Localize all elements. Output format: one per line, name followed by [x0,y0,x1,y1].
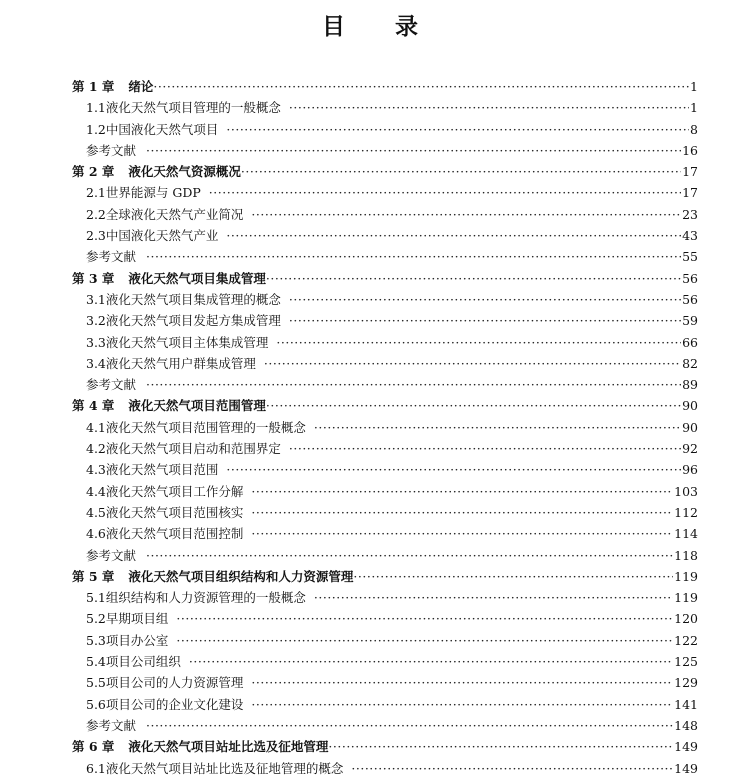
toc-page-number: 103 [674,483,698,499]
toc-section-row[interactable] [72,587,698,608]
toc-entry-number: 第 6 章 [72,739,115,755]
toc-references-row[interactable] [72,246,698,267]
toc-section-row[interactable] [72,672,698,693]
toc-section-row[interactable] [72,758,698,779]
toc-entry-title: 液化天然气项目工作分解 [105,483,244,499]
dot-leader [328,736,673,757]
toc-entry-title: 液化天然气项目集成管理的概念 [105,291,281,307]
toc-page-number: 118 [674,547,698,563]
toc-entry-number: 4.4 [86,483,106,499]
toc-section-row[interactable] [72,630,698,651]
toc-chapter-row[interactable] [72,566,698,587]
toc-page-number: 1 [690,100,698,116]
toc-page-number: 119 [674,568,698,584]
dot-leader [146,140,681,161]
toc-references-row[interactable] [72,715,698,736]
dot-leader [314,417,681,438]
dot-leader [226,225,681,246]
dot-leader [251,481,673,502]
toc-page-number: 96 [682,462,698,478]
dot-leader [264,353,681,374]
page-title-char-2: 录 [395,13,420,40]
toc-entry-title: 液化天然气项目站址比选及征地管理 [128,739,329,755]
toc-entry-title: 液化天然气项目主体集成管理 [105,334,269,350]
toc-entry-title: 液化天然气项目管理的一般概念 [105,100,281,116]
toc-section-row[interactable] [72,608,698,629]
toc-entry-title: 早期项目组 [105,611,169,627]
toc-references-row[interactable] [72,545,698,566]
toc-page-number: 122 [674,632,698,648]
toc-entry-number: 5.6 [86,696,106,712]
toc-entry-title: 参考文献 [86,547,137,563]
toc-section-row[interactable] [72,481,698,502]
dot-leader [226,459,681,480]
toc-entry-number: 2.2 [86,206,106,222]
dot-leader [176,608,673,629]
toc-entry-title: 液化天然气项目启动和范围界定 [105,441,281,457]
toc-entry-title: 液化天然气项目范围管理 [128,398,266,414]
toc-entry-title: 项目公司的人力资源管理 [105,675,244,691]
toc-entry-number: 5.3 [86,632,106,648]
toc-entry-number: 2.3 [86,228,106,244]
toc-entry-number: 1.2 [86,121,106,137]
toc-entry-number: 4.2 [86,441,106,457]
dot-leader [314,587,673,608]
toc-entry-title: 液化天然气项目范围核实 [105,504,244,520]
page-title [0,8,742,41]
dot-leader [351,758,673,779]
toc-chapter-row[interactable] [72,736,698,757]
toc-page-number: 90 [682,398,698,414]
toc-entry-title: 液化天然气项目范围管理的一般概念 [105,419,306,435]
dot-leader [146,545,673,566]
toc-entry-number: 4.1 [86,419,106,435]
dot-leader [266,268,681,289]
toc-entry-number: 第 4 章 [72,398,115,414]
toc-entry-title: 液化天然气项目发起方集成管理 [105,313,281,329]
dot-leader [276,332,681,353]
toc-section-row[interactable] [72,310,698,331]
toc-section-row[interactable] [72,353,698,374]
toc-page-number: 149 [674,739,698,755]
toc-page-number: 8 [690,121,698,137]
dot-leader [266,395,681,416]
dot-leader [251,694,673,715]
dot-leader [289,97,689,118]
dot-leader [289,310,681,331]
toc-entry-number: 5.5 [86,675,106,691]
toc-page-number: 149 [674,760,698,776]
toc-entry-number: 5.4 [86,654,106,670]
toc-page-number: 82 [682,355,698,371]
toc-entry-title: 组织结构和人力资源管理的一般概念 [105,590,306,606]
dot-leader [146,374,681,395]
toc-page-number: 120 [674,611,698,627]
toc-entry-title: 绪论 [128,79,154,94]
toc-chapter-row[interactable] [72,76,698,97]
toc-entry-title: 项目公司组织 [105,654,181,670]
dot-leader [226,119,689,140]
toc-section-row[interactable] [72,523,698,544]
toc-page-number: 43 [682,228,698,244]
toc-section-row[interactable] [72,289,698,310]
toc-entry-number: 第 2 章 [72,164,115,180]
toc-section-row[interactable] [72,97,698,118]
toc-entry-title: 液化天然气项目站址比选及征地管理的概念 [105,760,344,776]
toc-page-number: 56 [682,291,698,307]
dot-leader [353,566,673,587]
toc-section-row[interactable] [72,332,698,353]
toc-section-row[interactable] [72,651,698,672]
toc-entry-number: 第 1 章 [72,79,115,94]
toc-chapter-row[interactable] [72,395,698,416]
toc-entry-title: 液化天然气资源概况 [128,164,241,180]
toc-page-number: 89 [682,377,698,393]
toc-entry-title: 项目公司的企业文化建设 [105,696,244,712]
toc-page-number: 1 [690,79,698,94]
toc-entry-title: 世界能源与 GDP [105,185,201,201]
toc-entry-title: 参考文献 [86,249,137,265]
toc-entry-number: 3.2 [86,313,106,329]
toc-page-number: 59 [682,313,698,329]
toc-section-row[interactable] [72,225,698,246]
toc-entry-title: 中国液化天然气产业 [105,228,219,244]
dot-leader [209,182,681,203]
toc-section-row[interactable] [72,438,698,459]
toc-page-number: 114 [674,526,698,542]
toc-entry-title: 液化天然气项目集成管理 [128,270,266,286]
toc-page-number: 112 [674,504,698,520]
toc-section-row[interactable] [72,417,698,438]
toc-entry-number: 3.1 [86,291,106,307]
toc-section-row[interactable] [72,459,698,480]
toc-section-row[interactable] [72,694,698,715]
table-of-contents [72,76,698,779]
toc-entry-title: 液化天然气项目范围 [105,462,219,478]
toc-page-number: 16 [682,142,698,158]
toc-page-number: 141 [674,696,698,712]
toc-entry-number: 第 3 章 [72,270,115,286]
toc-section-row[interactable] [72,502,698,523]
toc-section-row[interactable] [72,204,698,225]
toc-page-number: 148 [674,717,698,733]
dot-leader [251,672,673,693]
dot-leader [251,523,673,544]
toc-entry-title: 液化天然气项目组织结构和人力资源管理 [128,568,354,584]
dot-leader [153,76,689,97]
toc-entry-number: 5.2 [86,611,106,627]
toc-section-row[interactable] [72,182,698,203]
toc-page-number: 119 [674,590,698,606]
toc-page-number: 23 [682,206,698,222]
toc-references-row[interactable] [72,140,698,161]
toc-entry-title: 全球液化天然气产业简况 [105,206,244,222]
toc-page-number: 17 [682,164,698,180]
toc-references-row[interactable] [72,374,698,395]
toc-entry-number: 3.4 [86,355,106,371]
toc-entry-number: 第 5 章 [72,568,115,584]
toc-entry-number: 4.3 [86,462,106,478]
dot-leader [251,204,681,225]
dot-leader [146,246,681,267]
dot-leader [289,438,681,459]
toc-entry-number: 1.1 [86,100,106,116]
toc-entry-number: 2.1 [86,185,106,201]
dot-leader [251,502,673,523]
toc-entry-number: 4.6 [86,526,106,542]
toc-chapter-row[interactable] [72,161,698,182]
toc-entry-title: 液化天然气用户群集成管理 [105,355,256,371]
toc-entry-number: 3.3 [86,334,106,350]
toc-page-number: 56 [682,270,698,286]
toc-page-number: 92 [682,441,698,457]
toc-entry-title: 参考文献 [86,377,137,393]
toc-entry-number: 5.1 [86,590,106,606]
dot-leader [146,715,673,736]
toc-entry-title: 参考文献 [86,717,137,733]
toc-entry-title: 液化天然气项目范围控制 [105,526,244,542]
toc-entry-title: 项目办公室 [105,632,169,648]
toc-entry-number: 6.1 [86,760,106,776]
toc-chapter-row[interactable] [72,268,698,289]
dot-leader [241,161,681,182]
toc-entry-title: 参考文献 [86,142,137,158]
toc-page-number: 17 [682,185,698,201]
toc-section-row[interactable] [72,119,698,140]
toc-page-number: 55 [682,249,698,265]
page-title-char-1: 目 [322,13,347,40]
toc-entry-number: 4.5 [86,504,106,520]
dot-leader [176,630,673,651]
toc-page-number: 129 [674,675,698,691]
toc-page-number: 125 [674,654,698,670]
toc-page-number: 66 [682,334,698,350]
dot-leader [289,289,681,310]
toc-entry-title: 中国液化天然气项目 [105,121,219,137]
toc-page-number: 90 [682,419,698,435]
dot-leader [189,651,673,672]
